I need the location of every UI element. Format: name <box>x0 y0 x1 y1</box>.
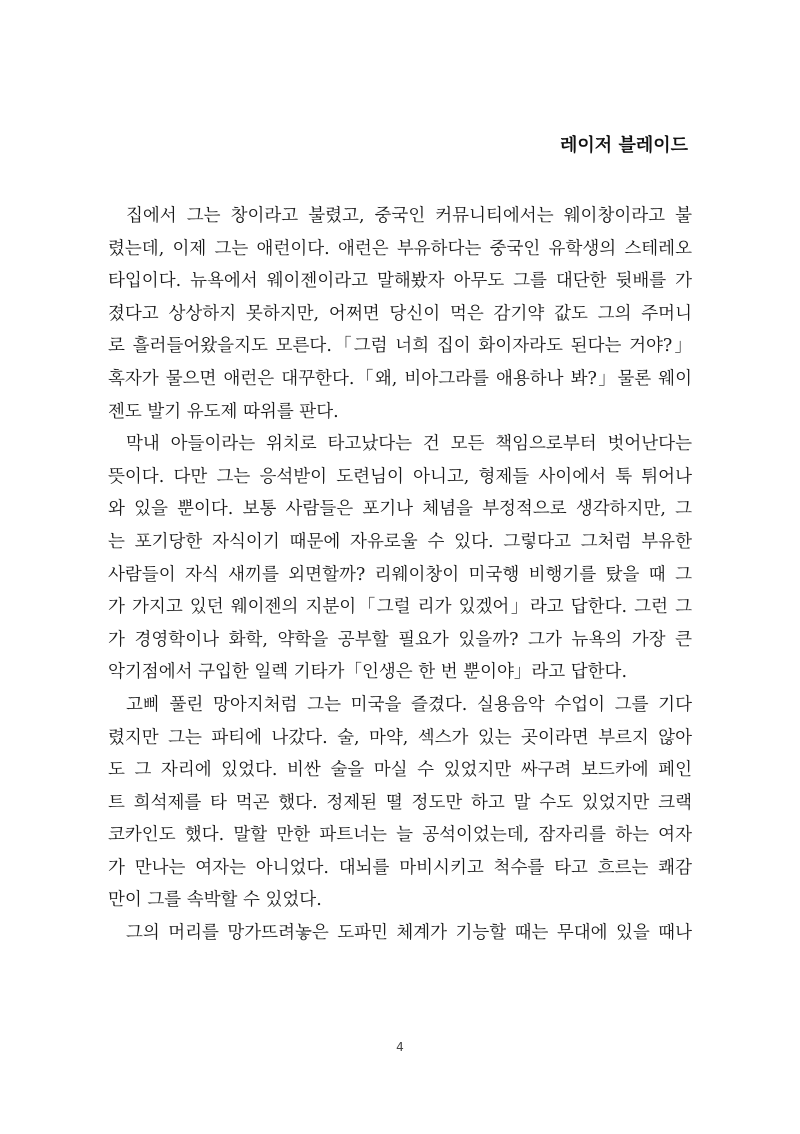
text-line: 코카인도 했다. 말할 만한 파트너는 늘 공석이었는데, 잠자리를 하는 여자 <box>108 825 692 846</box>
text-line: 사람들이 자식 새끼를 외면할까? 리웨이창이 미국행 비행기를 탔을 때 그 <box>108 564 692 585</box>
text-line: 는 포기당한 자식이기 때문에 자유로울 수 있다. 그렇다고 그처럼 부유한 <box>108 531 692 552</box>
text-line: 악기점에서 구입한 일렉 기타가「인생은 한 번 뿐이야」라고 답한다. <box>108 662 628 683</box>
text-line: 타입이다. 뉴욕에서 웨이젠이라고 말해봤자 아무도 그를 대단한 뒷배를 가 <box>108 271 692 292</box>
text-line: 집에서 그는 창이라고 불렸고, 중국인 커뮤니티에서는 웨이창이라고 불 <box>126 206 692 226</box>
text-line: 렸는데, 이제 그는 애런이다. 애런은 부유하다는 중국인 유학생의 스테레오 <box>108 238 692 259</box>
text-line: 혹자가 물으면 애런은 대꾸한다.「왜, 비아그라를 애용하나 봐?」물론 웨이 <box>108 368 692 389</box>
text-line: 만이 그를 속박할 수 있었다. <box>108 890 322 911</box>
text-line: 가 경영학이나 화학, 약학을 공부할 필요가 있을까? 그가 뉴욕의 가장 큰 <box>108 629 692 650</box>
page-number: 4 <box>396 1040 404 1054</box>
text-line: 도 그 자리에 있었다. 비싼 술을 마실 수 있었지만 싸구려 보드카에 페인 <box>108 760 692 781</box>
text-line: 로 흘러들어왔을지도 모른다.「그럼 너희 집이 화이자라도 된다는 거야?」 <box>108 336 692 357</box>
text-line: 젠도 발기 유도제 따위를 판다. <box>108 401 339 422</box>
text-line: 고삐 풀린 망아지처럼 그는 미국을 즐겼다. 실용음악 수업이 그를 기다 <box>126 694 692 715</box>
text-line: 트 희석제를 타 먹곤 했다. 정제된 뗠 정도만 하고 말 수도 있었지만 크랙 <box>108 792 692 813</box>
text-line: 가 만나는 여자는 아니었다. 대뇌를 마비시키고 척수를 타고 흐르는 쾌감 <box>108 857 692 878</box>
body-text <box>108 200 692 950</box>
text-line: 뜻이다. 다만 그는 응석받이 도련님이 아니고, 형제들 사이에서 툭 튀어나 <box>108 466 692 487</box>
text-line: 렸지만 그는 파티에 나갔다. 술, 마약, 섹스가 있는 곳이라면 부르지 않아 <box>108 727 692 748</box>
text-line: 가 가지고 있던 웨이젠의 지분이「그럴 리가 있겠어」라고 답한다. 그런 그 <box>108 597 692 618</box>
page-title: 레이저 블레이드 <box>560 135 688 156</box>
text-line: 졌다고 상상하지 못하지만, 어쩌면 당신이 먹은 감기약 값도 그의 주머니 <box>108 303 692 324</box>
text-line: 막내 아들이라는 위치로 타고났다는 건 모든 책임으로부터 벗어난다는 <box>126 434 692 455</box>
text-line: 그의 머리를 망가뜨려놓은 도파민 체계가 기능할 때는 무대에 있을 때나 <box>126 923 692 944</box>
text-line: 와 있을 뿐이다. 보통 사람들은 포기나 체념을 부정적으로 생각하지만, 그 <box>108 499 692 520</box>
